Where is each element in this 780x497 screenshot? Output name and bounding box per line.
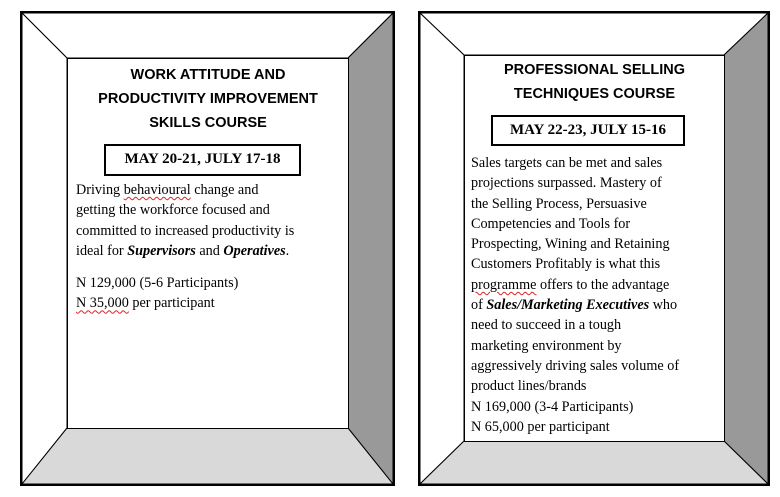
left-title-line-2: PRODUCTIVITY IMPROVEMENT — [98, 91, 318, 107]
audience-supervisors: Supervisors — [127, 242, 196, 259]
left-course-title — [68, 63, 348, 135]
left-title-line-1: WORK ATTITUDE AND — [130, 67, 286, 83]
left-desc-line: ideal for Supervisors and Operatives. — [76, 242, 290, 259]
right-desc-line: Sales targets can be met and sales — [471, 155, 663, 171]
left-desc-line: Driving behavioural change and — [76, 182, 259, 198]
right-desc-line: projections surpassed. Mastery of — [471, 175, 662, 192]
right-desc-line: Customers Profitably is what this — [471, 256, 661, 273]
left-course-dates: MAY 20-21, JULY 17-18 — [104, 144, 301, 176]
right-course-title — [465, 58, 724, 106]
right-desc-line: of Sales/Marketing Executives who — [471, 297, 678, 314]
right-course-description — [471, 153, 679, 437]
spelling-flag: behavioural — [123, 182, 191, 198]
right-course-card — [418, 11, 770, 486]
left-price-single: N 35,000 per participant — [76, 295, 215, 312]
left-course-description — [76, 180, 294, 261]
left-course-pricing — [76, 273, 238, 314]
left-card-panel — [67, 58, 349, 429]
right-course-dates: MAY 22-23, JULY 15-16 — [491, 115, 685, 146]
audience-operatives: Operatives — [223, 242, 286, 259]
audience-sales-marketing-executives: Sales/Marketing Executives — [486, 297, 650, 314]
right-desc-line: programme offers to the advantage — [471, 276, 670, 293]
left-desc-line: getting the workforce focused and — [76, 202, 270, 219]
right-price-single: N 65,000 per participant — [471, 418, 610, 435]
right-desc-line: Competencies and Tools for — [471, 215, 631, 232]
spelling-flag: programme — [471, 276, 537, 293]
right-desc-line: the Selling Process, Persuasive — [471, 195, 647, 212]
left-desc-line: committed to increased productivity is — [76, 222, 295, 239]
left-price-group: N 129,000 (5-6 Participants) — [76, 275, 239, 291]
right-desc-line: product lines/brands — [471, 378, 587, 395]
right-title-line-2: TECHNIQUES COURSE — [513, 86, 676, 102]
left-course-card — [20, 11, 395, 486]
right-card-panel — [464, 55, 725, 442]
right-title-line-1: PROFESSIONAL SELLING — [503, 62, 685, 78]
right-desc-line: Prospecting, Wining and Retaining — [471, 236, 670, 253]
left-title-line-3: SKILLS COURSE — [149, 115, 267, 131]
right-price-group: N 169,000 (3-4 Participants) — [471, 398, 634, 415]
right-desc-line: aggressively driving sales volume of — [471, 357, 680, 374]
right-desc-line: marketing environment by — [471, 337, 622, 354]
right-desc-line: need to succeed in a tough — [471, 317, 622, 334]
